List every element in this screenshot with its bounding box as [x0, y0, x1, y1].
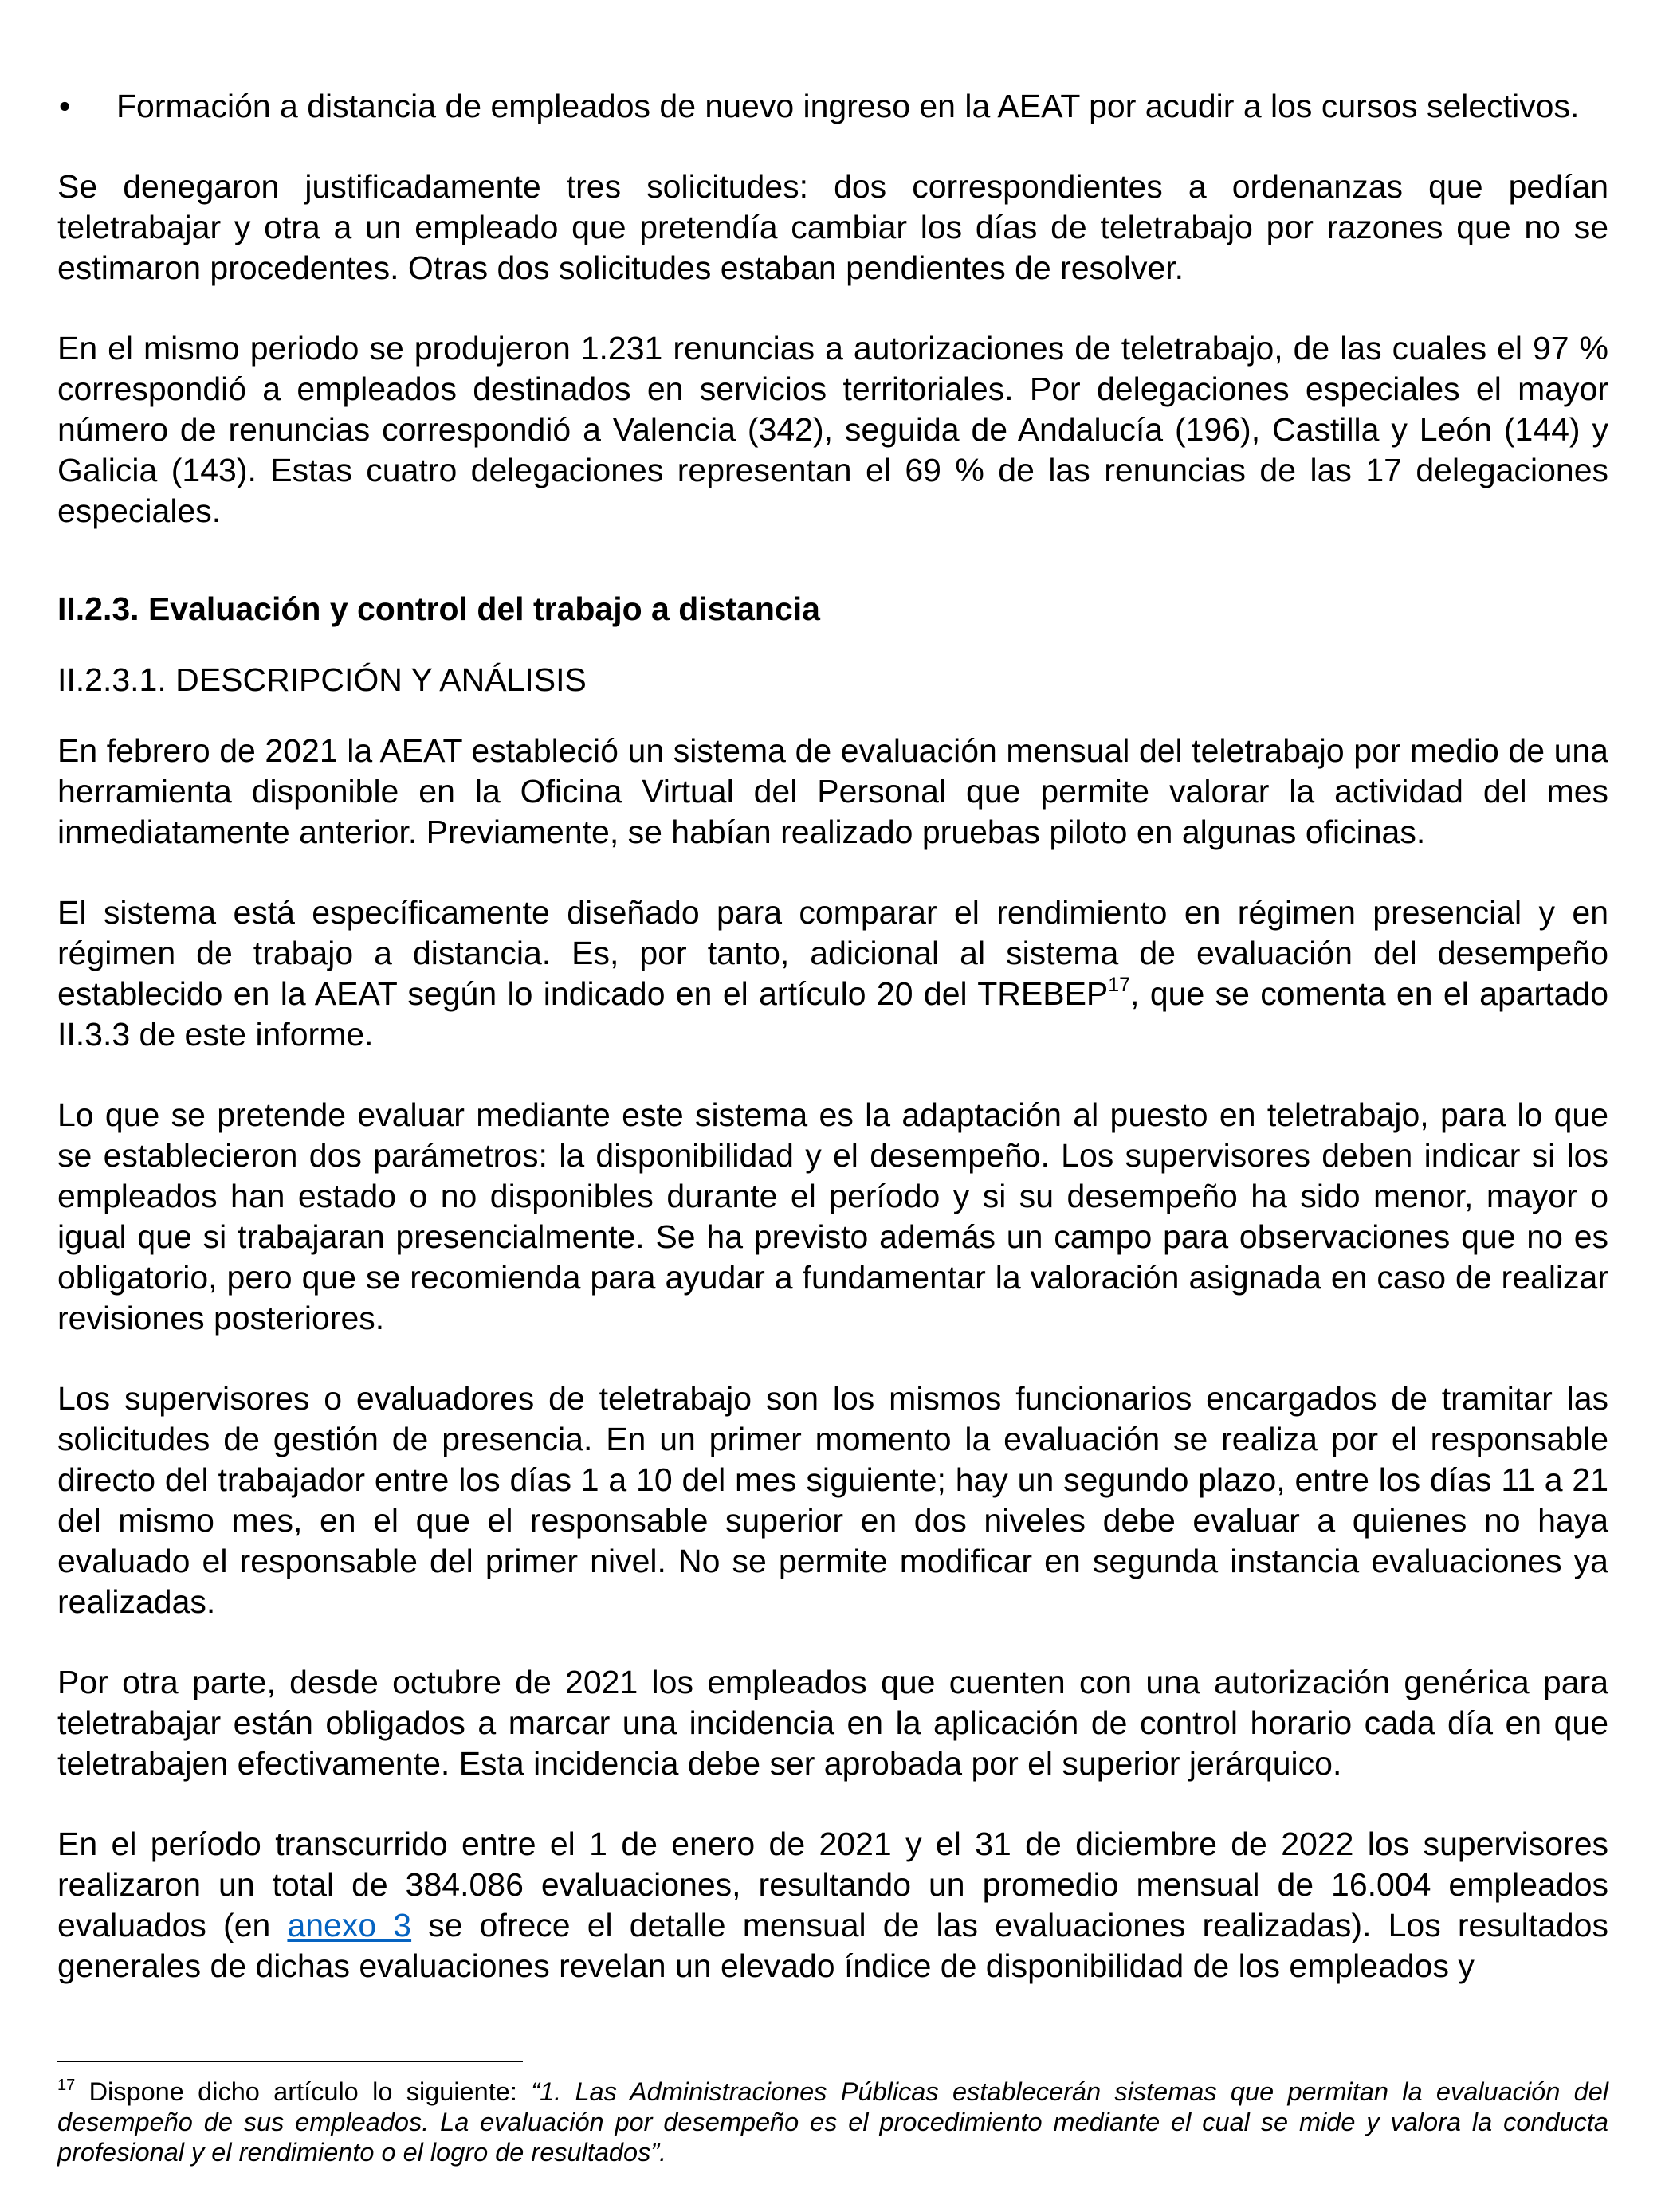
footnote-number: 17	[57, 2077, 76, 2095]
bullet-icon: •	[59, 88, 71, 124]
section-heading: II.2.3. Evaluación y control del trabajo a distancia	[57, 590, 820, 627]
subsection-heading: II.2.3.1. DESCRIPCIÓN Y ANÁLISIS	[57, 661, 587, 698]
footnote-intro: Dispone dicho artículo lo siguiente:	[75, 2077, 532, 2106]
paragraph-system-design	[57, 892, 1608, 1055]
annex-3-link[interactable]: anexo 3	[287, 1907, 412, 1943]
paragraph-resignations: En el mismo periodo se produjeron 1.231 renuncias a autorizaciones de teletrabajo, de las cuales el 97 % correspondió a empleados destinados en servicios territoriales. Por delegaciones especiales el mayor número de renuncias correspondió a Valencia (342), seguida de Andalucía (196), Castilla y León (144) y Galicia (143). Estas cuatro delegaciones representan el 69 % de las renuncias de las 17 delegaciones especiales.	[57, 330, 1608, 529]
bullet-text: Formación a distancia de empleados de nuevo ingreso en la AEAT por acudir a los cursos selectivos.	[116, 88, 1580, 124]
footnote-quote: “1. Las Administraciones Públicas establecerán sistemas que permitan la evaluación del desempeño de sus empleados. La evaluación por desempeño es el procedimiento mediante el cual se mide y valora la conducta profesional y el rendimiento o el logro de resultados”.	[57, 2077, 1608, 2167]
document-page	[57, 86, 1608, 2026]
footnote-separator	[57, 2061, 523, 2062]
paragraph-supervisors: Los supervisores o evaluadores de teletrabajo son los mismos funcionarios encargados de tramitar las solicitudes de gestión de presencia. En un primer momento la evaluación se realiza por el responsable directo del trabajador entre los días 1 a 10 del mes siguiente; hay un segundo plazo, entre los días 11 a 21 del mismo mes, en el que el responsable superior en dos niveles debe evaluar a quienes no haya evaluado el responsable del primer nivel. No se permite modificar en segunda instancia evaluaciones ya realizadas.	[57, 1380, 1608, 1620]
paragraph-time-control: Por otra parte, desde octubre de 2021 los empleados que cuenten con una autorización genérica para teletrabajar están obligados a marcar una incidencia en la aplicación de control horario cada día en que teletrabajen efectivamente. Esta incidencia debe ser aprobada por el superior jerárquico.	[57, 1664, 1608, 1782]
paragraph-system-design-text-end: , que se comenta en el apartado II.3.3 de este informe.	[57, 975, 1609, 1053]
paragraph-evaluation-system: En febrero de 2021 la AEAT estableció un sistema de evaluación mensual del teletrabajo por medio de una herramienta disponible en la Oficina Virtual del Personal que permite valorar la actividad del mes inmediatamente anterior. Previamente, se habían realizado pruebas piloto en algunas oficinas.	[57, 732, 1608, 850]
paragraph-system-design-text: El sistema está específicamente diseñado para comparar el rendimiento en régimen presencial y en régimen de trabajo a distancia. Es, por tanto, adicional al sistema de evaluación del desempeño establecido en la AEAT según lo indicado en el artículo 20 del TREBEP	[57, 894, 1608, 1012]
footnote	[57, 2077, 1608, 2167]
bullet-item	[57, 86, 1608, 127]
paragraph-evaluation-results-text-end: se ofrece el detalle mensual de las evaluaciones realizadas). Los resultados generales de dichas evaluaciones revelan un elevado índice de disponibilidad de los empleados y	[57, 1907, 1608, 1984]
footnote-reference[interactable]: 17	[1108, 974, 1131, 997]
paragraph-parameters: Lo que se pretende evaluar mediante este sistema es la adaptación al puesto en teletrabajo, para lo que se establecieron dos parámetros: la disponibilidad y el desempeño. Los supervisores deben indicar si los empleados han estado o no disponibles durante el período y si su desempeño ha sido menor, mayor o igual que si trabajaran presencialmente. Se ha previsto además un campo para observaciones que no es obligatorio, pero que se recomienda para ayudar a fundamentar la valoración asignada en caso de realizar revisiones posteriores.	[57, 1096, 1608, 1336]
paragraph-denied-requests: Se denegaron justificadamente tres solicitudes: dos correspondientes a ordenanzas que pedían teletrabajar y otra a un empleado que pretendía cambiar los días de teletrabajo por razones que no se estimaron procedentes. Otras dos solicitudes estaban pendientes de resolver.	[57, 168, 1608, 286]
paragraph-evaluation-results-text: En el período transcurrido entre el 1 de enero de 2021 y el 31 de diciembre de 2022 los supervisores realizaron un total de 384.086 evaluaciones, resultando un promedio mensual de 16.004 empleados evaluados (en	[57, 1826, 1608, 1943]
paragraph-evaluation-results	[57, 1824, 1608, 1986]
